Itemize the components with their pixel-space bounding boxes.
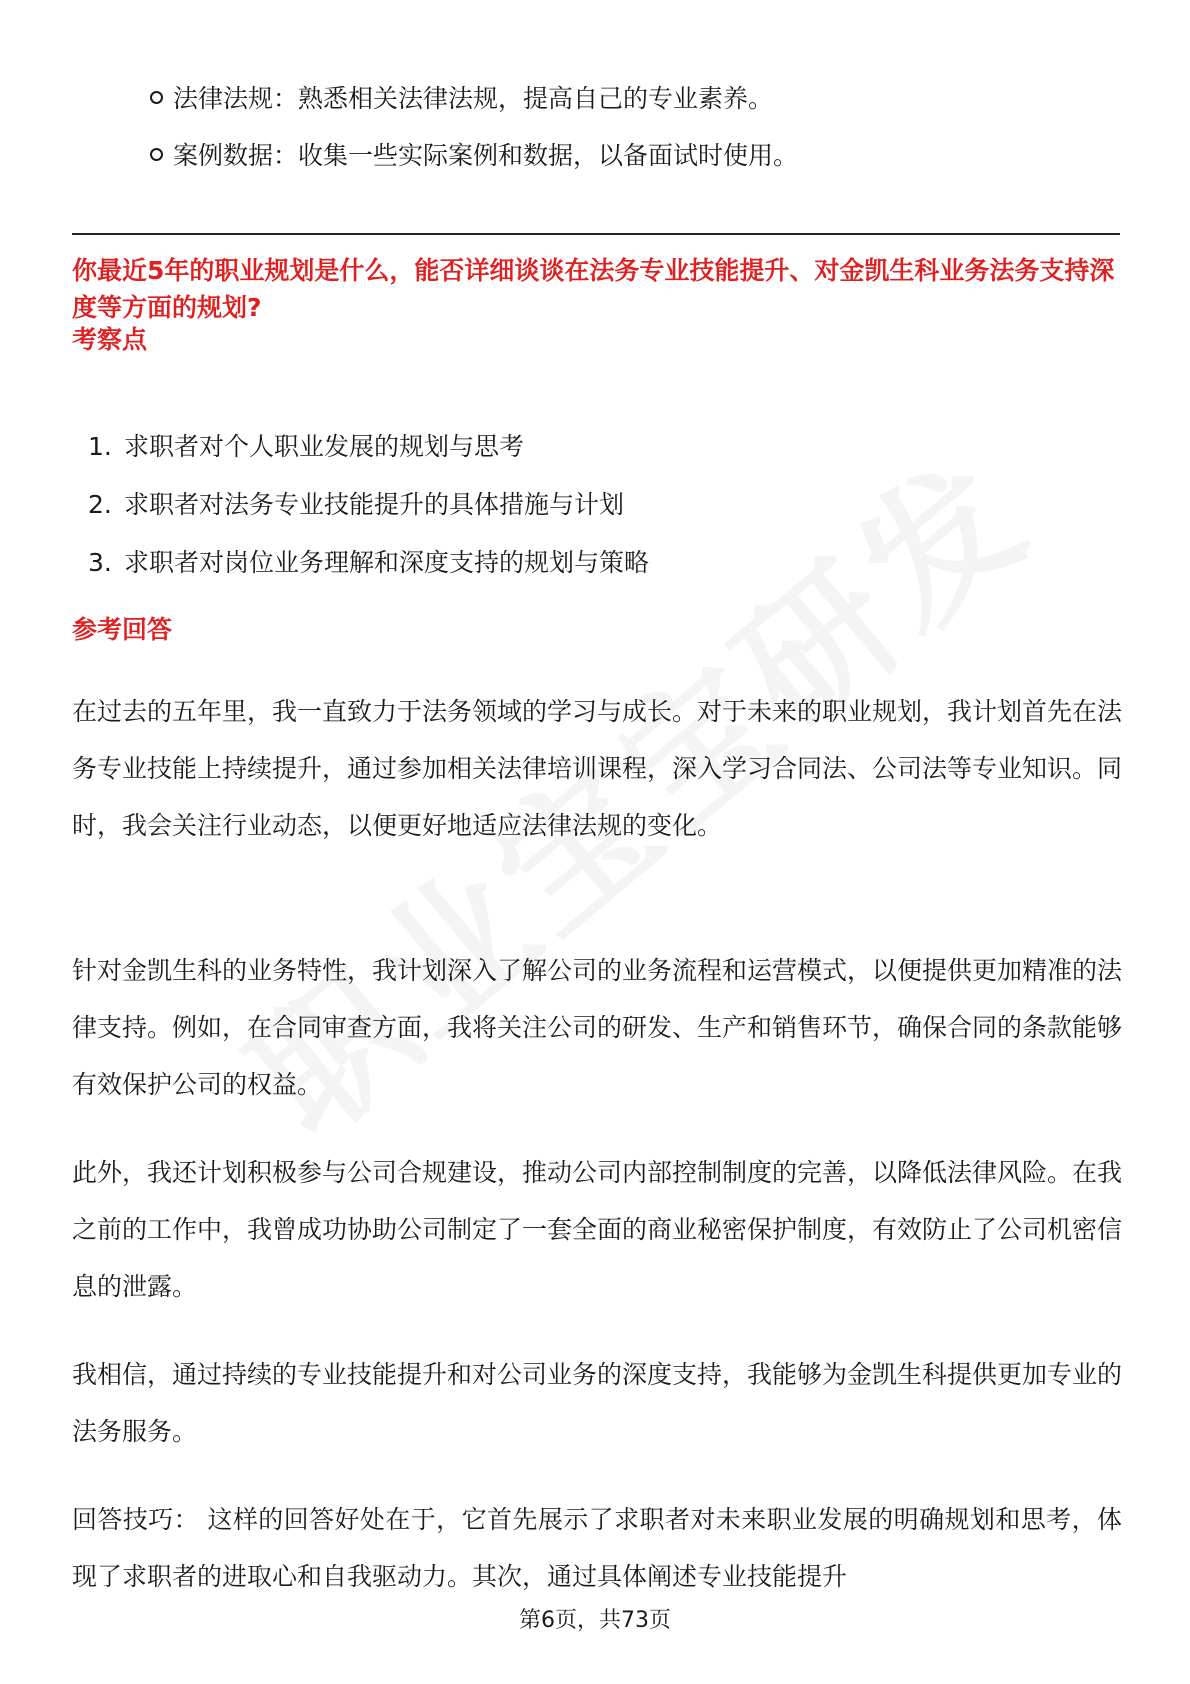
question-heading: 你最近5年的职业规划是什么，能否详细谈谈在法务专业技能提升、对金凯生科业务法务支持深度等方面的规划? <box>72 256 1115 322</box>
list-item <box>88 476 649 534</box>
bullet-list <box>150 70 798 184</box>
answer-heading: 参考回答 <box>72 615 173 644</box>
item-number: 1. <box>88 432 112 461</box>
list-item <box>150 70 798 127</box>
item-number: 3. <box>88 548 112 577</box>
tips-paragraph: 回答技巧： 这样的回答好处在于，它首先展示了求职者对未来职业发展的明确规划和思考，体现了求职者的进取心和自我驱动力。其次，通过具体阐述专业技能提升 <box>72 1505 1122 1591</box>
hollow-bullet-icon <box>150 91 163 104</box>
bullet-text: 法律法规：熟悉相关法律法规，提高自己的专业素养。 <box>173 84 774 113</box>
answer-paragraph: 在过去的五年里，我一直致力于法务领域的学习与成长。对于未来的职业规划，我计划首先在法务专业技能上持续提升，通过参加相关法律培训课程，深入学习合同法、公司法等专业知识。同时，我会关注行业动态，以便更好地适应法律法规的变化。 <box>72 697 1123 840</box>
answer-paragraph: 我相信，通过持续的专业技能提升和对公司业务的深度支持，我能够为金凯生科提供更加专业的法务服务。 <box>72 1360 1123 1446</box>
answer-paragraph: 此外，我还计划积极参与公司合规建设，推动公司内部控制制度的完善，以降低法律风险。在我之前的工作中，我曾成功协助公司制定了一套全面的商业秘密保护制度，有效防止了公司机密信息的泄露。 <box>72 1158 1123 1301</box>
item-text: 求职者对个人职业发展的规划与思考 <box>124 432 525 461</box>
item-text: 求职者对岗位业务理解和深度支持的规划与策略 <box>124 548 650 577</box>
list-item <box>150 127 798 184</box>
item-number: 2. <box>88 490 112 519</box>
item-text: 求职者对法务专业技能提升的具体措施与计划 <box>124 490 625 519</box>
bullet-text: 案例数据：收集一些实际案例和数据，以备面试时使用。 <box>173 141 799 170</box>
list-item <box>88 418 649 476</box>
focus-heading: 考察点 <box>72 325 148 354</box>
answer-paragraph: 针对金凯生科的业务特性，我计划深入了解公司的业务流程和运营模式，以便提供更加精准的法律支持。例如，在合同审查方面，我将关注公司的研发、生产和销售环节，确保合同的条款能够有效保护公司的权益。 <box>72 956 1123 1099</box>
list-item <box>88 534 649 592</box>
section-divider <box>72 233 1120 235</box>
focus-points-list <box>88 418 649 592</box>
hollow-bullet-icon <box>150 148 163 161</box>
page-number: 第6页，共73页 <box>519 1608 671 1633</box>
